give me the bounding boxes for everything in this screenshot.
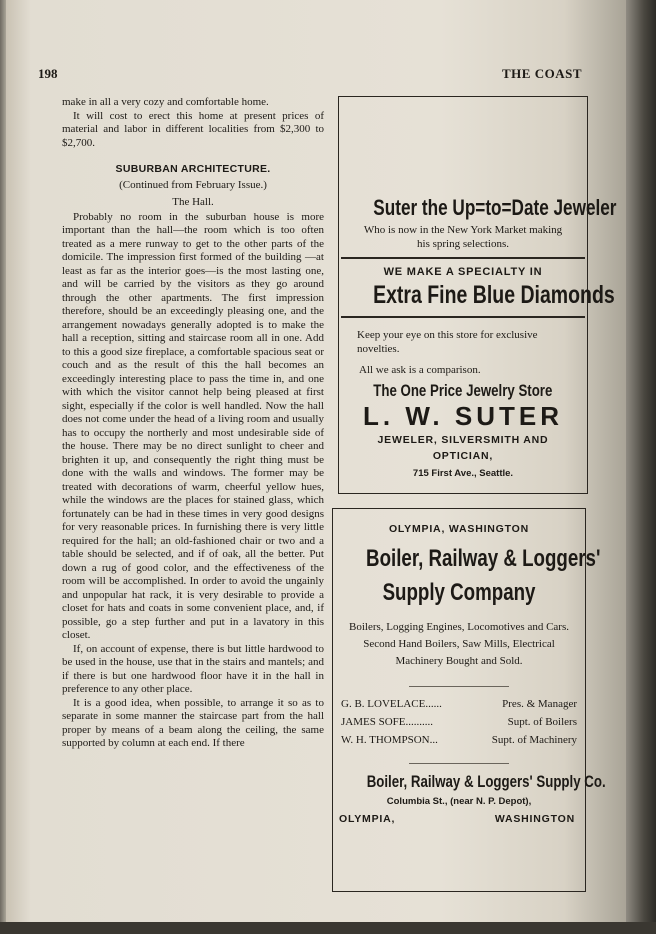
officer-row: [333, 695, 585, 713]
officer-leader: ...: [429, 734, 438, 746]
divider: [409, 686, 509, 687]
company-name-line2: Supply Company: [382, 579, 536, 606]
page-bottom-edge: [0, 922, 656, 934]
magazine-page: [6, 0, 626, 922]
officer-title: Supt. of Boilers: [507, 716, 577, 728]
company-short-wrap: [333, 772, 606, 792]
suter-name: L. W. SUTER: [363, 401, 563, 431]
company-line2-wrap: [333, 579, 585, 607]
suter-name-wrap: [339, 401, 587, 432]
company-short-name: Boiler, Railway & Loggers' Supply Co.: [366, 772, 606, 791]
store-wrap: [339, 381, 587, 401]
article-column: [62, 96, 324, 751]
article-paragraph: Probably no room in the suburban house is more important than the hall—the room which is too often treated as a mere runway to get to the other parts of the domicile. The impression first formed of the building —at least as far as the interior goes—is the most lasting one, and will be carried by the visitors as they go around through the other apartments. The first impression therefore, should be an exceedingly pleasing one, and the arrangement nowadays generally adopted is to make the hall a reception, sitting and staircase room all in one. Add to this a good size fireplace, a comfortable spacious seat or couch and as the result of this the hall becomes an exceedingly interesting place to pass the time in, and one with which the visitor cannot help being pleased at first sight, especially if the color is well handled. Now the hall does not come under the head of a living room and usually has to occupy the northerly and most undesirable side of the house. There may be no direct sunlight to cheer and brighten it up, and consequently the right thing must be done with the walls and windows. The former may be treated with decorations of warm, cheerful yellow hues, while the windows are the places for stained glass, which fortunately can be had in these times in very good designs for very reasonable prices. In furnishing there is very little required for the hall; an old-fashioned chair or two and a table should be selected, and if of oak, all the better. Put down a rug of good color, and the effectiveness of the room will be accomplished. In order to avoid the ungainly and unpopular hat rack, it is very desirable to provide a closet for hats and coats in some convenient place, and, if possible, go a step further and put in a lavatory in this closet.: [62, 210, 324, 641]
suter-trade: JEWELER, SILVERSMITH AND OPTICIAN,: [377, 434, 549, 462]
boiler-company-ad: [332, 508, 606, 892]
boiler-street: Columbia St., (near N. P. Depot),: [386, 796, 532, 807]
officer-leader: ......: [425, 698, 442, 710]
running-head: THE COAST: [502, 66, 582, 81]
boiler-location: OLYMPIA, WASHINGTON: [388, 523, 530, 535]
officer-leader: ..........: [405, 716, 433, 728]
boiler-city: OLYMPIA,: [339, 813, 396, 825]
specialty-label: WE MAKE A SPECIALTY IN: [383, 266, 543, 278]
intro-paragraph: It will cost to erect this home at present prices of material and labor in different localities from $2,300 to $2,700.: [62, 109, 324, 149]
section-title: SUBURBAN ARCHITECTURE.: [115, 163, 271, 175]
officer-title: Pres. & Manager: [502, 698, 577, 710]
officer-name: G. B. LOVELACE: [341, 698, 426, 710]
boiler-products: Boilers, Logging Engines, Locomotives and Cars. Second Hand Boilers, Saw Mills, Electrical Machinery Bought and Sold.: [349, 621, 569, 667]
article-paragraph: It is a good idea, when possible, to arrange it so as to separate in some manner the staircase part from the hall proper by means of a beam along the ceiling, the same supported by column at each end. If there: [62, 696, 324, 749]
subsection-title: The Hall.: [172, 196, 214, 208]
company-name-line1: Boiler, Railway & Loggers': [366, 545, 601, 572]
officer-row: [333, 713, 585, 731]
article-paragraph: If, on account of expense, there is but little hardwood to be used in the house, use that in the stairs and mantels; and if there is but one hardwood floor have it in the hall in preference to any other place.: [62, 642, 324, 695]
intro-paragraph: make in all a very cozy and comfortable home.: [62, 96, 269, 108]
section-subtitle: (Continued from February Issue.): [119, 178, 267, 191]
company-line1-wrap: [333, 545, 601, 573]
suter-headline: Suter the Up=to=Date Jeweler: [373, 195, 617, 220]
divider: [409, 763, 509, 764]
officer-name: JAMES SOFE: [341, 716, 406, 728]
store-name: The One Price Jewelry Store: [373, 381, 553, 400]
boiler-city-row: [333, 807, 585, 825]
suter-jeweler-ad: [338, 96, 617, 494]
diamonds-headline: Extra Fine Blue Diamonds: [373, 281, 615, 309]
suter-headline-wrap: [339, 195, 617, 221]
keep-eye-text: Keep your eye on this store for exclusive novelties.: [357, 329, 538, 355]
officers-list: [333, 695, 585, 749]
officer-row: [333, 731, 585, 749]
diamonds-wrap: [339, 281, 615, 310]
officer-title: Supt. of Machinery: [491, 734, 577, 746]
boiler-state: WASHINGTON: [494, 813, 575, 825]
binding-gutter: [626, 0, 656, 934]
suter-subtext: Who is now in the New York Market making his spring selections.: [363, 224, 563, 250]
page-number: 198: [38, 66, 58, 81]
suter-address: 715 First Ave., Seattle.: [412, 468, 514, 479]
officer-name: W. H. THOMPSON: [341, 734, 430, 746]
comparison-text: All we ask is a comparison.: [359, 364, 481, 376]
divider: [341, 257, 585, 259]
